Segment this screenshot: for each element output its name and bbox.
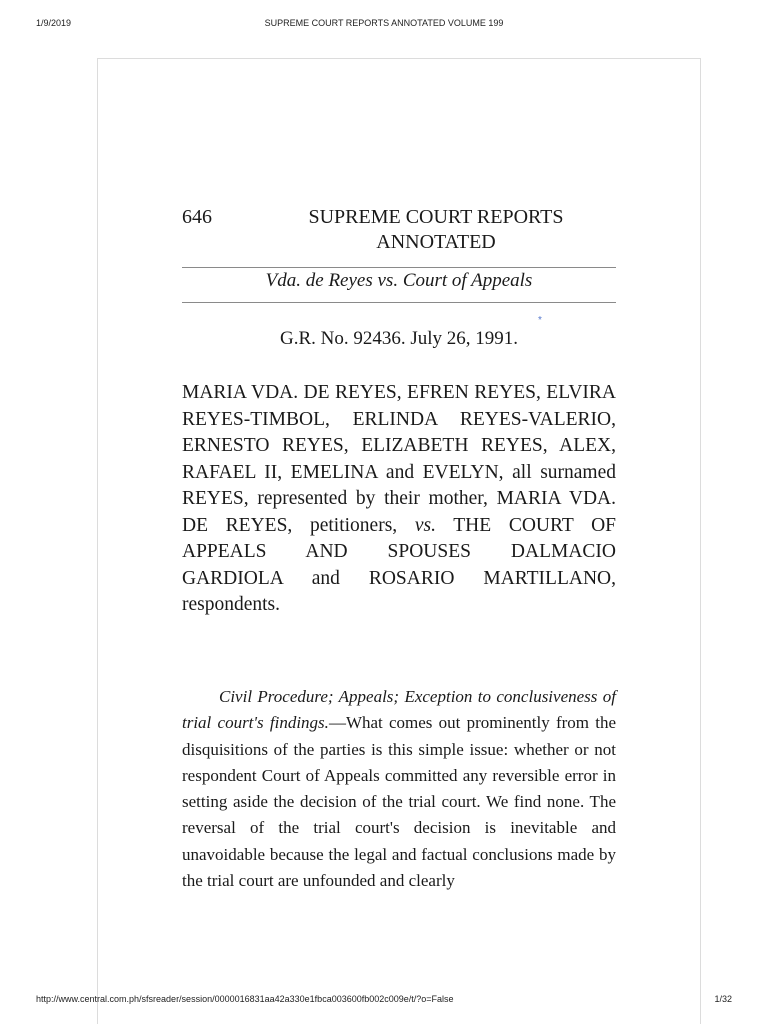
print-title: SUPREME COURT REPORTS ANNOTATED VOLUME 199 (264, 18, 504, 28)
respondents-names: THE COURT OF APPEALS AND SPOUSES DALMACIO GARDIOLA (182, 514, 616, 589)
case-parties (182, 380, 616, 619)
gr-line: G.R. No. 92436. July 26, 1991. (279, 328, 519, 349)
mother-name: MARIA VDA. DE REYES (182, 488, 616, 536)
syllabus-text: —What comes out prominently from the disquisitions of the parties is this simple issue: whether or not respondent Court of Appeals committed any reversible error in setting aside the decision of the trial court. We find none. The reversal of the trial court's decision is inevitable and unavoidable because the legal and factual conclusions made by the trial court are unfounded and clearly (182, 713, 616, 891)
represented-text: , represented by their mother, (243, 488, 497, 509)
versus: vs. (414, 514, 436, 536)
print-header (0, 18, 768, 30)
page-number: 646 (182, 206, 212, 228)
document-page (97, 58, 701, 1024)
print-footer (0, 994, 768, 1006)
rule-top (182, 267, 616, 268)
footnote-link[interactable]: * (538, 315, 542, 326)
respondent-2: ROSARIO MARTILLANO (368, 567, 612, 589)
print-page-count: 1/32 (714, 994, 732, 1004)
running-title: SUPREME COURT REPORTS ANNOTATED (308, 206, 564, 253)
petitioners-label: , petitioners, (287, 514, 415, 536)
print-url: http://www.central.com.ph/sfsreader/session/0000016831aa42a330e1fbca003600fb002c009e/t/?o=False (36, 994, 454, 1004)
petitioners-names: MARIA VDA. DE REYES, EFREN REYES, ELVIRA REYES-TIMBOL, ERLINDA REYES-VALERIO, ERNESTO REYES, ELIZABETH REYES, ALEX, RAFAEL II, EMELINA and EVELYN, all surnamed REYES (182, 382, 616, 509)
rule-bottom (182, 302, 616, 303)
and-text: and (282, 567, 369, 589)
syllabus-heading: Civil Procedure; Appeals; Exception to conclusiveness of trial court's findings. (182, 687, 616, 733)
respondents-label: , respondents. (182, 567, 616, 615)
case-short-title: Vda. de Reyes vs. Court of Appeals (265, 270, 533, 291)
syllabus-paragraph (182, 684, 616, 894)
print-date: 1/9/2019 (36, 18, 72, 28)
